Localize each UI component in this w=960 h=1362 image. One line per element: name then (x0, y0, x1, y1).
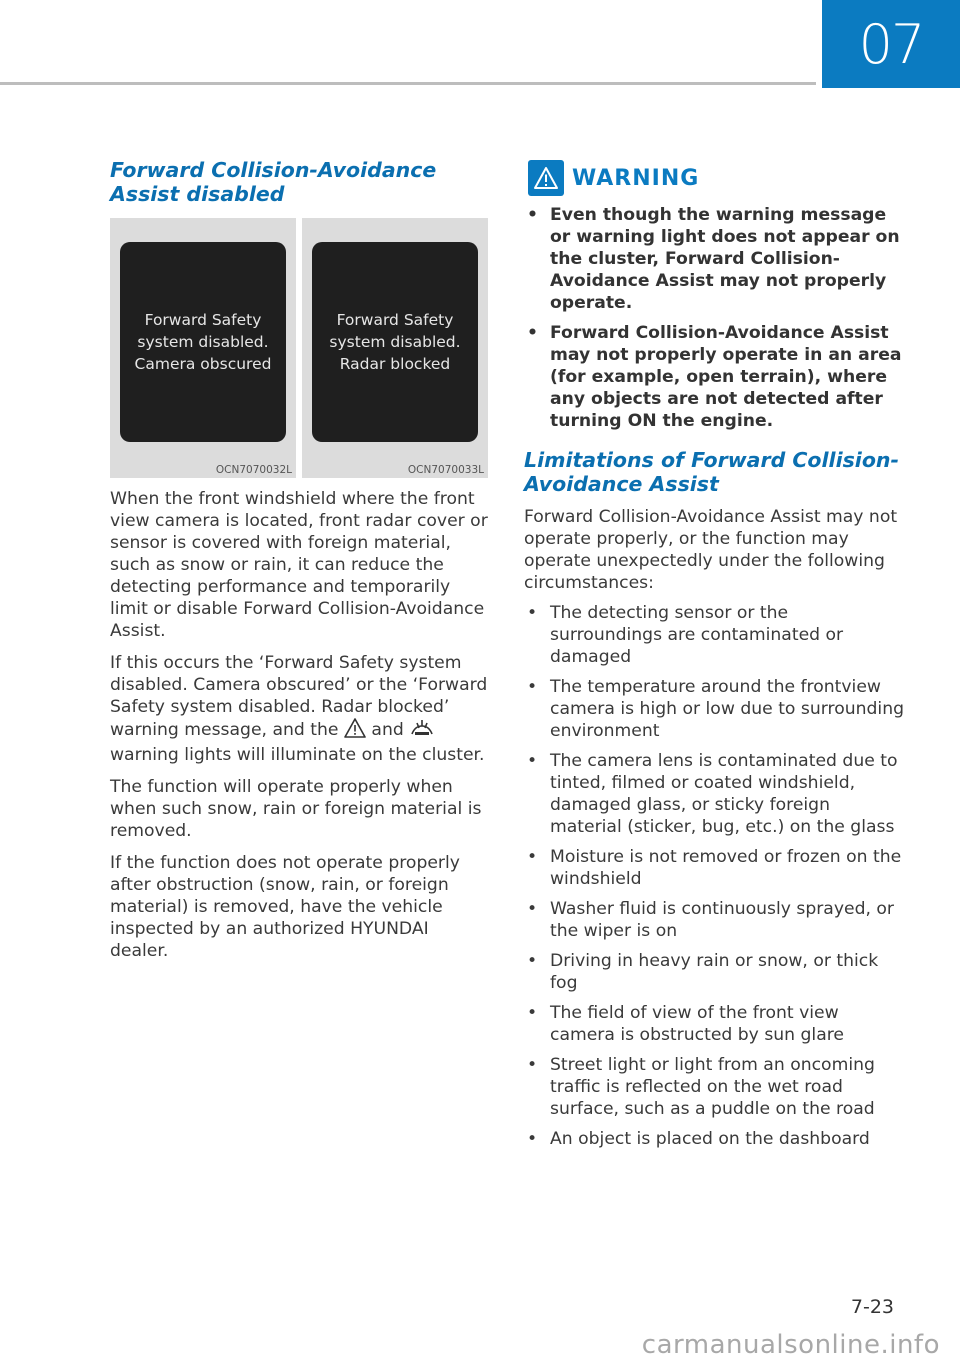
warning-triangle-icon (344, 718, 366, 744)
list-item: • An object is placed on the dashboard (524, 1128, 904, 1150)
warning-list (524, 204, 904, 432)
warning-item: • Even though the warning message or warning light does not appear on the cluster, Forward Collision-Avoidance Assist may not properly operate. (524, 204, 904, 314)
collision-warning-icon (409, 718, 435, 744)
figure-camera-obscured (110, 218, 296, 478)
page-number: 7-23 (850, 1296, 894, 1318)
list-item: • Driving in heavy rain or snow, or thick fog (524, 950, 904, 994)
warning-badge-icon (528, 160, 564, 196)
paragraph-text: and (371, 720, 404, 740)
limitations-list (524, 602, 904, 1150)
cluster-screen: Forward Safety system disabled. Camera obscured (120, 242, 286, 442)
paragraph-text: warning lights will illuminate on the cluster. (110, 745, 485, 765)
figure-radar-blocked (302, 218, 488, 478)
list-item: • The temperature around the frontview camera is high or low due to surrounding environment (524, 676, 904, 742)
chapter-tab: 07 (822, 0, 960, 88)
paragraph: When the front windshield where the front view camera is located, front radar cover or sensor is covered with foreign material, such as snow or rain, it can reduce the detecting performance and temporarily limit or disable Forward Collision-Avoidance Assist. (110, 489, 488, 641)
left-column (110, 158, 488, 962)
right-column (524, 160, 904, 1150)
figure-code: OCN7070032L (215, 464, 292, 476)
figure-code: OCN7070033L (407, 464, 484, 476)
cluster-screen: Forward Safety system disabled. Radar blocked (312, 242, 478, 442)
list-item: • The detecting sensor or the surroundings are contaminated or damaged (524, 602, 904, 668)
paragraph: The function will operate properly when when such snow, rain or foreign material is removed. (110, 777, 482, 841)
list-item: • Washer fluid is continuously sprayed, or the wiper is on (524, 898, 904, 942)
limitations-intro: Forward Collision-Avoidance Assist may not operate properly, or the function may operate unexpectedly under the following circumstances: (524, 507, 898, 593)
header-rule (0, 82, 816, 85)
figure-row (110, 218, 488, 478)
list-item: • Moisture is not removed or frozen on the windshield (524, 846, 904, 890)
section-heading-limitations: Limitations of Forward Collision-Avoidance Assist (524, 448, 900, 496)
watermark: carmanualsonline.info (641, 1330, 940, 1360)
warning-item: • Forward Collision-Avoidance Assist may not properly operate in an area (for example, open terrain), where any objects are not detected after turning ON the engine. (524, 322, 904, 432)
paragraph: If the function does not operate properly after obstruction (snow, rain, or foreign material) is removed, have the vehicle inspected by an authorized HYUNDAI dealer. (110, 853, 460, 961)
paragraph-warning-lights (110, 652, 488, 766)
warning-header (528, 160, 904, 196)
section-heading-disabled: Forward Collision-Avoidance Assist disabled (110, 158, 437, 206)
paragraph-text: If this occurs the ‘Forward Safety system disabled. Camera obscured’ or the ‘Forward Safety system disabled. Radar blocked’ warning message, and the (110, 653, 488, 740)
list-item: • The camera lens is contaminated due to tinted, filmed or coated windshield, damaged glass, or sticky foreign material (sticker, bug, etc.) on the glass (524, 750, 904, 838)
list-item: • Street light or light from an oncoming traffic is reflected on the wet road surface, such as a puddle on the road (524, 1054, 904, 1120)
list-item: • The field of view of the front view camera is obstructed by sun glare (524, 1002, 904, 1046)
warning-title: WARNING (572, 165, 700, 191)
